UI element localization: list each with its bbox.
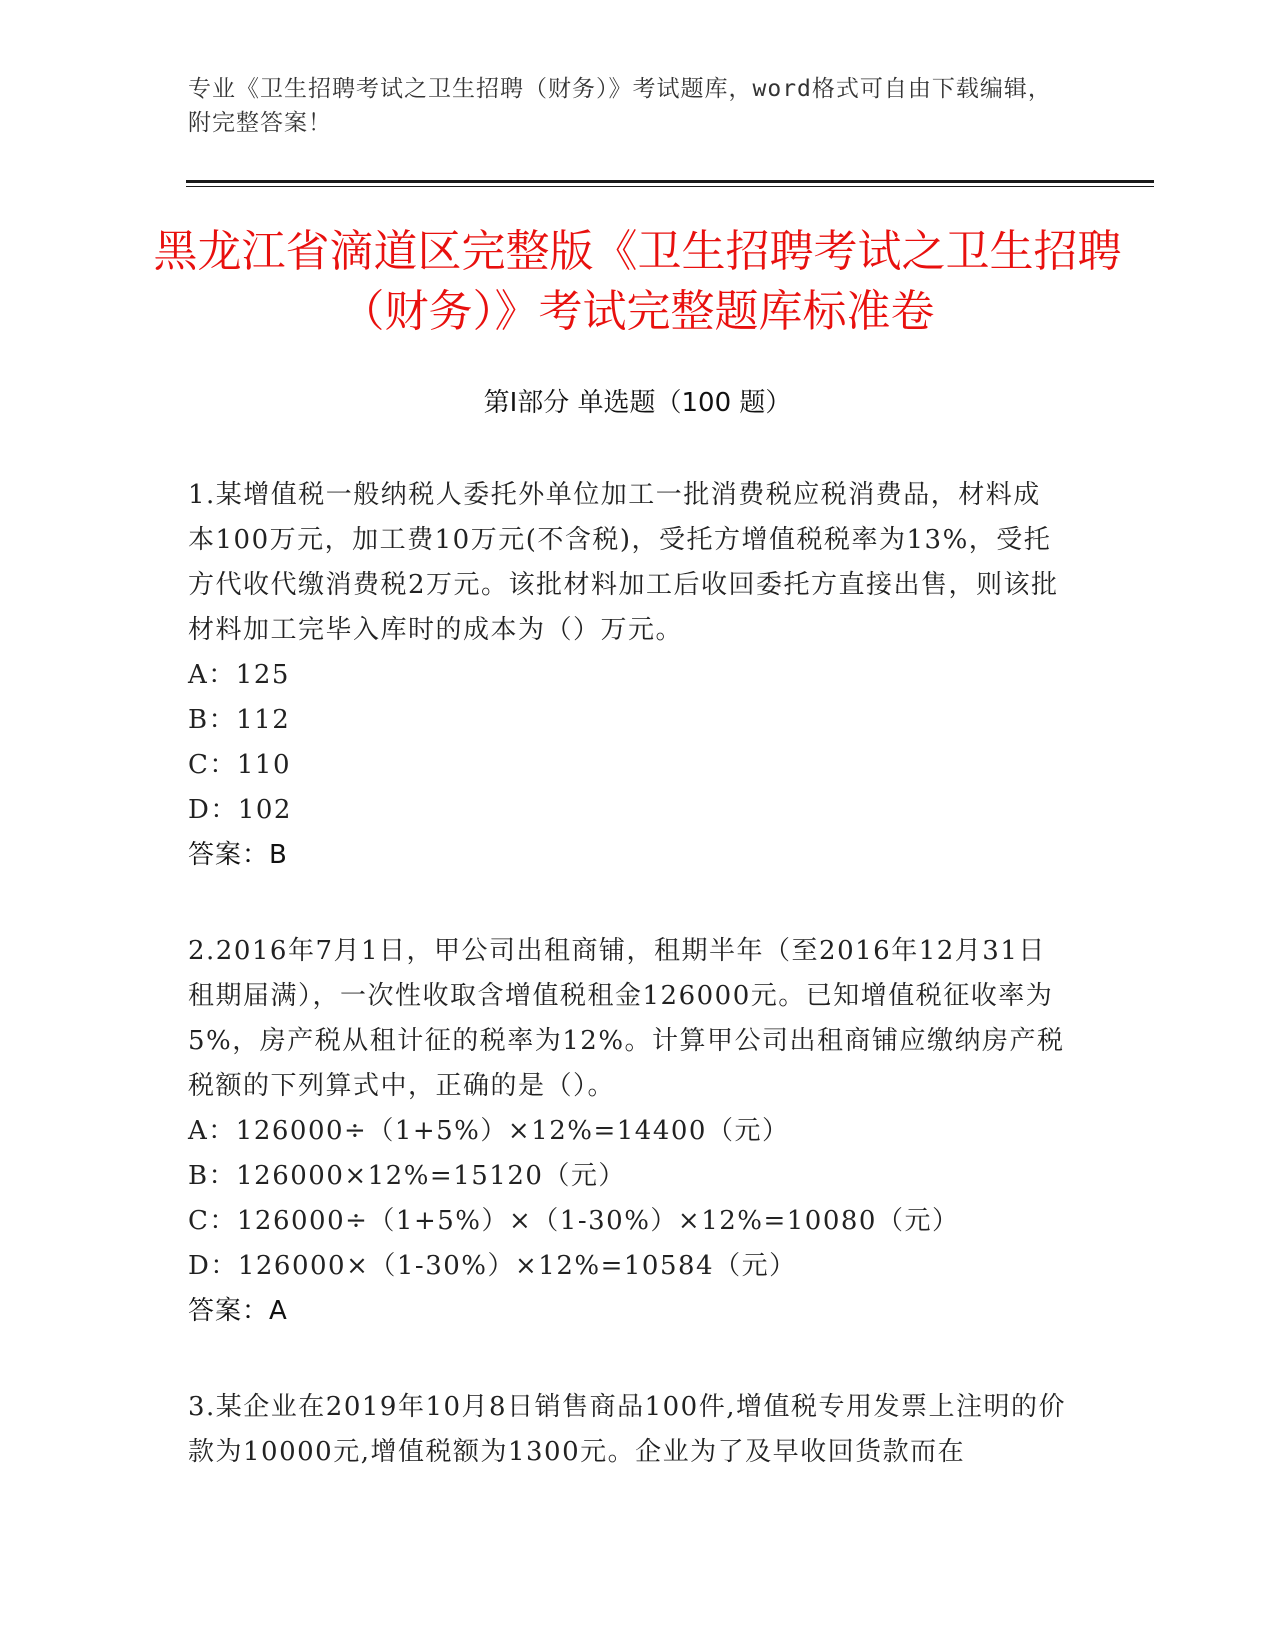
option-b: B：126000×12%=15120（元） (188, 1161, 626, 1191)
question-stem: 1.某增值税一般纳税人委托外单位加工一批消费税应税消费品，材料成本100万元，加工费10万元(不含税)，受托方增值税税率为13%，受托方代收代缴消费税2万元。该批材料加工后收回委托方直接出售，则该批材料加工完毕入库时的成本为（）万元。 (188, 480, 1059, 645)
option-c: C：126000÷（1+5%）×（1-30%）×12%=10080（元） (188, 1206, 960, 1236)
question-stem: 2.2016年7月1日，甲公司出租商铺，租期半年（至2016年12月31日租期届满），一次性收取含增值税租金126000元。已知增值税征收率为5%，房产税从租计征的税率为12%。计算甲公司出租商铺应缴纳房产税税额的下列算式中，正确的是（）。 (188, 936, 1065, 1101)
header-divider-thin (186, 186, 1154, 187)
section-heading: 第Ⅰ部分 单选题（100 题） (483, 388, 792, 418)
question-1 (188, 473, 1068, 878)
answer: 答案：B (188, 840, 288, 870)
option-a: A：125 (188, 660, 290, 690)
question-2 (188, 929, 1068, 1334)
question-stem: 3.某企业在2019年10月8日销售商品100件,增值税专用发票上注明的价款为10000元,增值税额为1300元。企业为了及早收回货款而在 (188, 1392, 1066, 1467)
option-d: D：102 (188, 795, 292, 825)
header-divider-thick (186, 180, 1154, 183)
header-note: 专业《卫生招聘考试之卫生招聘（财务）》考试题库，word格式可自由下载编辑，附完整答案！ (188, 76, 1052, 136)
option-a: A：126000÷（1+5%）×12%=14400（元） (188, 1116, 790, 1146)
document-title: 黑龙江省滴道区完整版《卫生招聘考试之卫生招聘（财务）》考试完整题库标准卷 (153, 226, 1122, 337)
question-3 (188, 1385, 1068, 1475)
option-c: C：110 (188, 750, 292, 780)
option-d: D：126000×（1-30%）×12%=10584（元） (188, 1251, 797, 1281)
option-b: B：112 (188, 705, 291, 735)
answer: 答案：A (188, 1296, 288, 1326)
